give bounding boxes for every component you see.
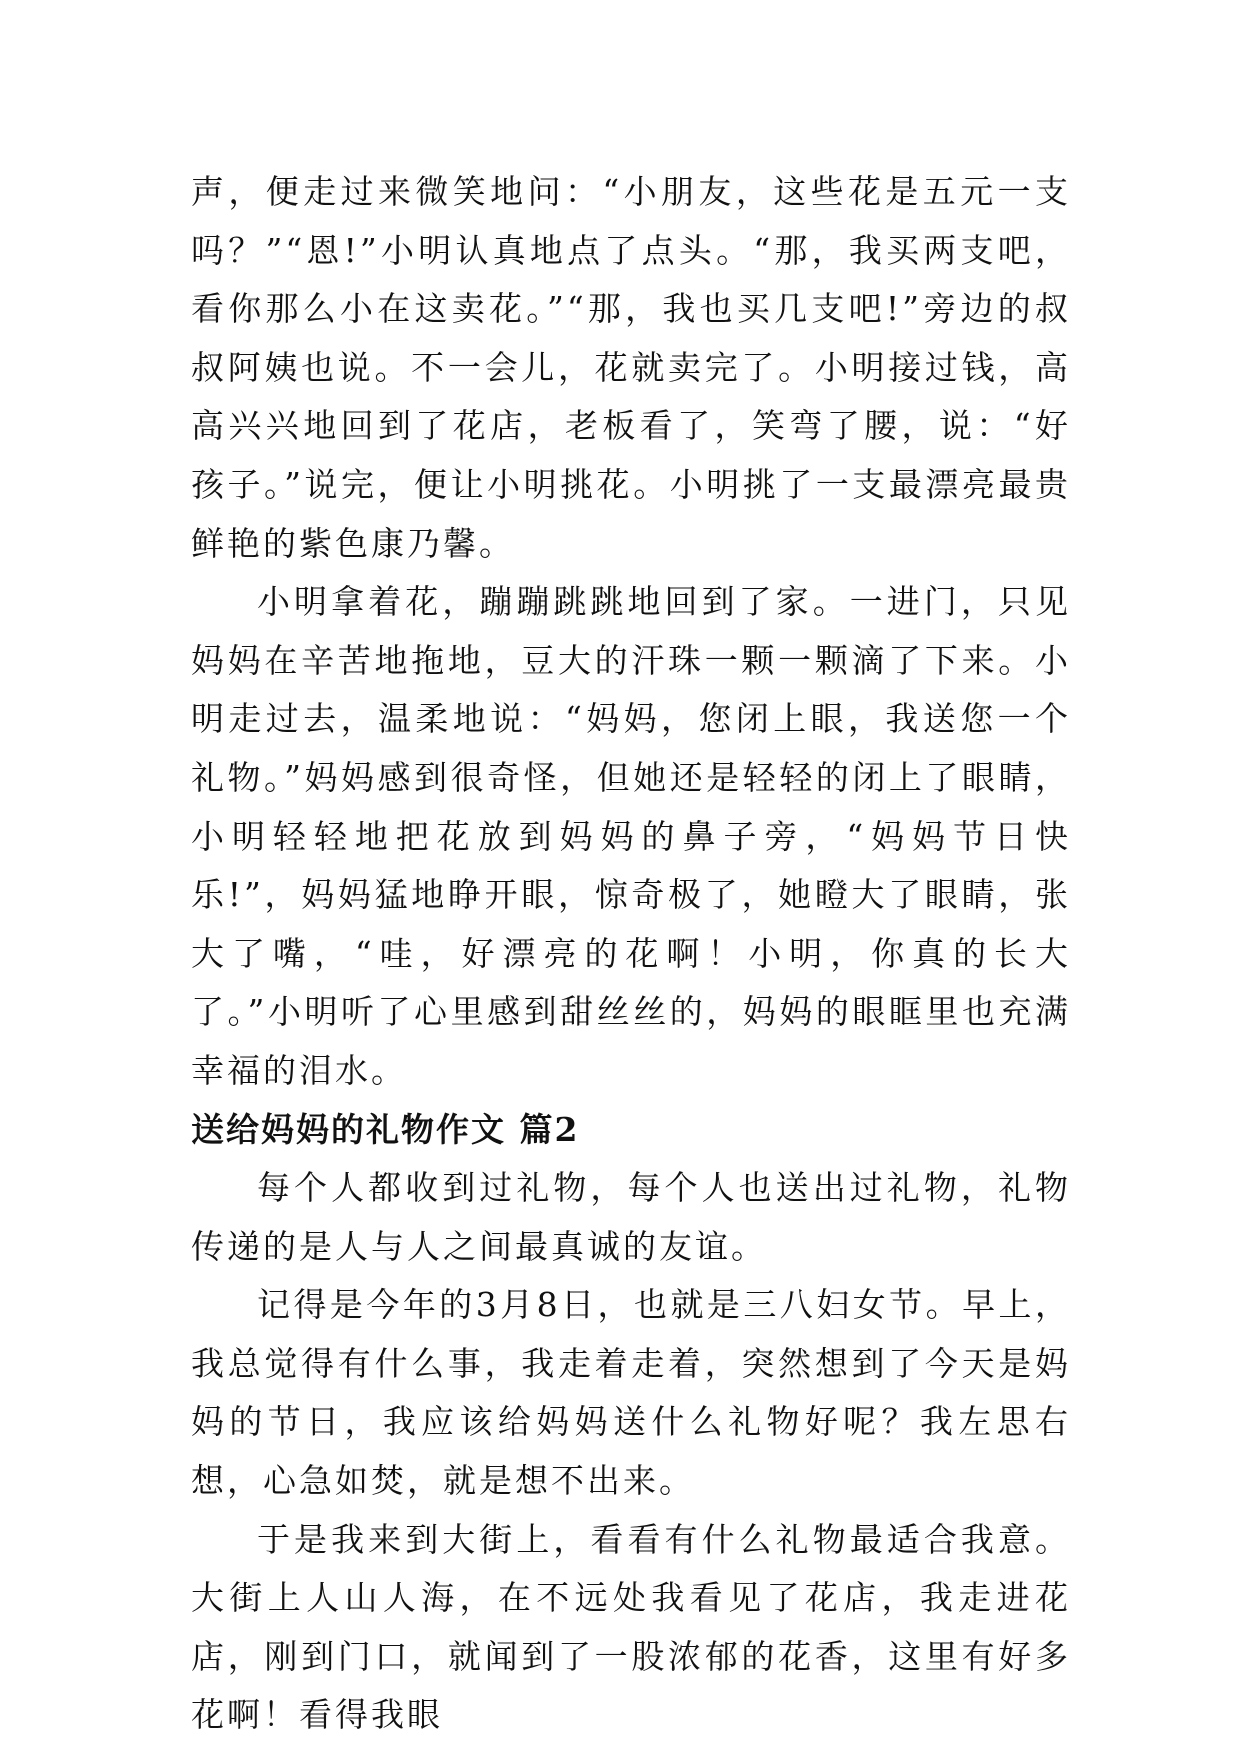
- section-title: 送给妈妈的礼物作文 篇2: [191, 1109, 580, 1149]
- paragraph-1: 声，便走过来微笑地问：“小朋友，这些花是五元一支吗？”“恩!”小明认真地点了点头。“那，我买两支吧，看你那么小在这卖花。”“那，我也买几支吧!”旁边的叔叔阿姨也说。不一会儿，花就卖完了。小明接过钱，高高兴兴地回到了花店，老板看了，笑弯了腰，说：“好孩子。”说完，便让小明挑花。小明挑了一支最漂亮最贵鲜艳的紫色康乃馨。: [191, 172, 1071, 563]
- paragraph-4: 记得是今年的3月8日，也就是三八妇女节。早上，我总觉得有什么事，我走着走着，突然想到了今天是妈妈的节日，我应该给妈妈送什么礼物好呢？我左思右想，心急如焚，就是想不出来。: [191, 1285, 1071, 1501]
- document-body: [191, 163, 1071, 1745]
- paragraph-2: 小明拿着花，蹦蹦跳跳地回到了家。一进门，只见妈妈在辛苦地拖地，豆大的汗珠一颗一颗滴了下来。小明走过去，温柔地说：“妈妈，您闭上眼，我送您一个礼物。”妈妈感到很奇怪，但她还是轻轻的闭上了眼睛，小明轻轻地把花放到妈妈的鼻子旁，“妈妈节日快乐!”，妈妈猛地睁开眼，惊奇极了，她瞪大了眼睛，张大了嘴，“哇，好漂亮的花啊！小明，你真的长大了。”小明听了心里感到甜丝丝的，妈妈的眼眶里也充满幸福的泪水。: [191, 582, 1071, 1090]
- paragraph-3: 每个人都收到过礼物，每个人也送出过礼物，礼物传递的是人与人之间最真诚的友谊。: [191, 1168, 1071, 1266]
- paragraph-5: 于是我来到大街上，看看有什么礼物最适合我意。大街上人山人海，在不远处我看见了花店，我走进花店，刚到门口，就闻到了一股浓郁的花香，这里有好多花啊！看得我眼: [191, 1519, 1071, 1735]
